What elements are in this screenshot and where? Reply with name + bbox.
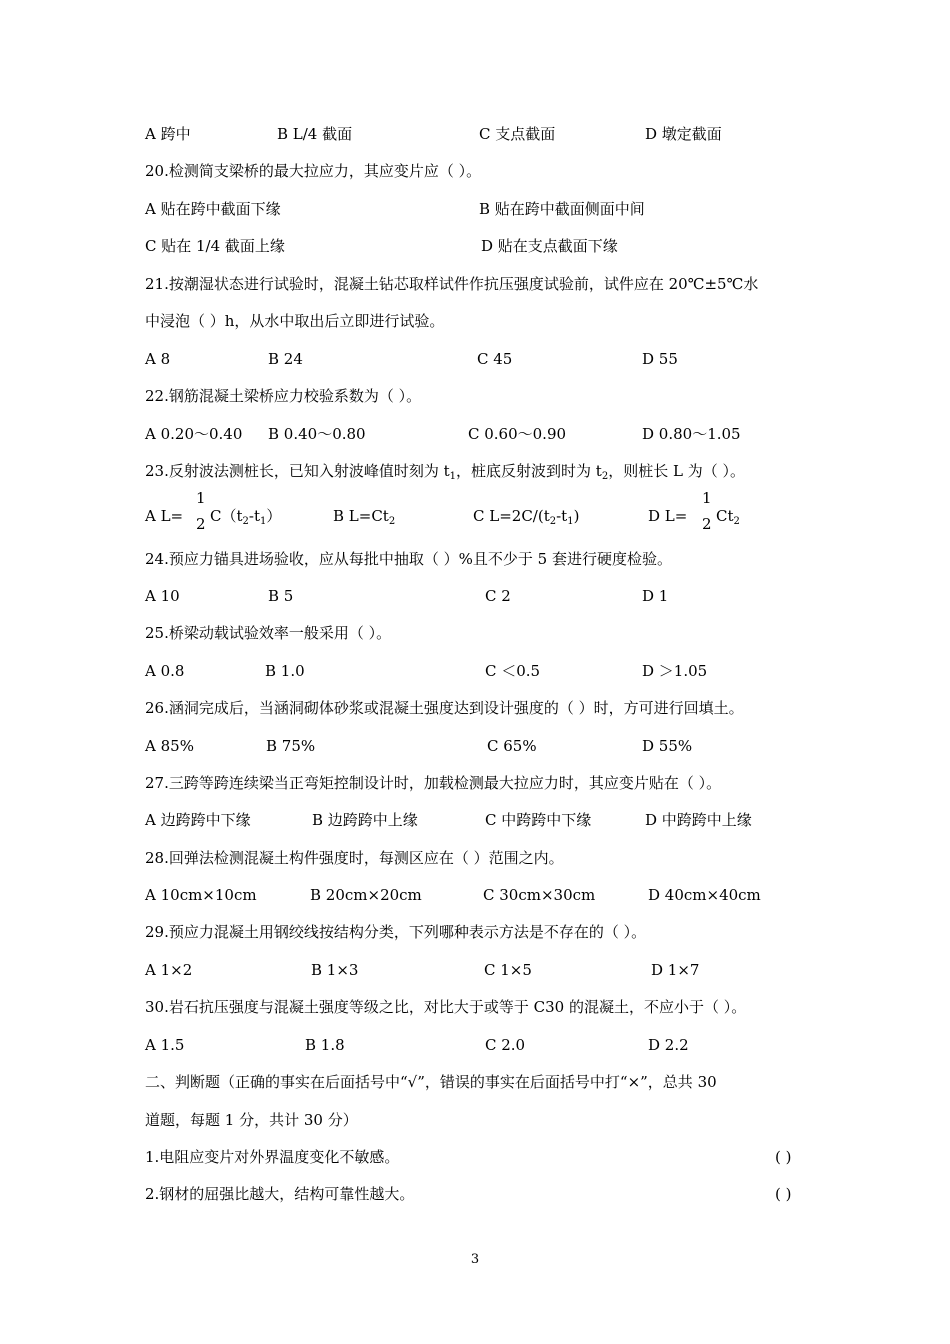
option-b: B 75% [266,737,316,755]
option-a: A 0.8 [145,662,185,680]
option-c: C 65% [487,737,537,755]
option-b: B $L=Ct_2$ [333,507,396,527]
question-stem: 26.涵洞完成后，当涵洞砌体砂浆或混凝土强度达到设计强度的（ ）时，方可进行回填土。 [145,699,744,717]
question-stem: 22.钢筋混凝土梁桥应力校验系数为（ ）。 [145,387,422,405]
option-a: A 0.20～0.40 [145,425,243,443]
question-stem: 24.预应力锚具进场验收，应从每批中抽取（ ）%且不少于 5 套进行硬度检验。 [145,550,672,568]
question-stem: 21.按潮湿状态进行试验时，混凝土钻芯取样试件作抗压强度试验前，试件应在 20℃±5℃水 [145,275,759,293]
option-b: B 0.40～0.80 [268,425,366,443]
option-b: B 5 [268,587,294,605]
option-a: A 1.5 [145,1036,185,1054]
option-c: C 45 [477,350,513,368]
option-b: B 20cm×20cm [310,886,422,904]
option-c: C 0.60～0.90 [468,425,567,443]
option-a: A 边跨跨中下缘 [145,811,251,829]
answer-blank: ( ) [775,1185,792,1203]
option-d: D 2.2 [648,1036,689,1054]
question-stem: 25.桥梁动载试验效率一般采用（ ）。 [145,624,392,642]
fraction-denominator: 2 [702,515,712,533]
option-c: C 中跨跨中下缘 [485,811,592,829]
option-c: C ＜0.5 [485,662,541,680]
option-c: C 1×5 [484,961,532,979]
option-d: D 55% [642,737,693,755]
question-stem: 23.反射波法测桩长，已知入射波峰值时刻为 $t_1$，桩底反射波到时为 $t_2$，则桩长 L 为（ ）。 [145,462,745,482]
page-number: 3 [470,1252,480,1267]
option-b: B 边跨跨中上缘 [312,811,418,829]
judgment-item: 2.钢材的屈强比越大，结构可靠性越大。 [145,1185,415,1203]
option-d: D 贴在支点截面下缘 [481,237,618,255]
option-d: D 1 [642,587,669,605]
option-d: D 55 [642,350,678,368]
option-a: A 8 [145,350,171,368]
option-a: A 跨中 [145,125,191,143]
option-b: B L/4 截面 [277,125,353,143]
option-c: C $L=2C/(t_2-t_1)$ [473,507,580,527]
fraction-numerator: 1 [702,489,712,507]
option-a: A 10cm×10cm [145,886,257,904]
option-a: A 贴在跨中截面下缘 [145,200,281,218]
option-c: C 30cm×30cm [483,886,596,904]
option-c: C 支点截面 [479,125,556,143]
question-stem: 20.检测简支梁桥的最大拉应力，其应变片应（ ）。 [145,162,482,180]
option-c: C 贴在 1/4 截面上缘 [145,237,285,255]
option-b: B 24 [268,350,303,368]
option-a: A 1×2 [145,961,193,979]
option-a: A 10 [145,587,180,605]
option-c: C 2 [485,587,511,605]
fraction-denominator: 2 [196,515,206,533]
question-stem: 30.岩石抗压强度与混凝土强度等级之比，对比大于或等于 C30 的混凝土，不应小于（ ）。 [145,998,747,1016]
option-d: D 1×7 [651,961,700,979]
option-c: C 2.0 [485,1036,526,1054]
section-heading: 二、判断题（正确的事实在后面括号中“√”，错误的事实在后面括号中打“×”，总共 30 [145,1073,717,1091]
question-stem-continued: 中浸泡（ ）h，从水中取出后立即进行试验。 [145,312,445,330]
option-d: D 0.80～1.05 [642,425,741,443]
option-d: D 40cm×40cm [648,886,761,904]
option-d: D 中跨跨中上缘 [645,811,752,829]
question-stem: 28.回弹法检测混凝土构件强度时，每测区应在（ ）范围之内。 [145,849,564,867]
option-d: D 墩定截面 [645,125,722,143]
option-b: B 1×3 [311,961,359,979]
option-b: B 1.8 [305,1036,345,1054]
fraction-numerator: 1 [196,489,206,507]
option-a: A 85% [145,737,194,755]
judgment-item: 1.电阻应变片对外界温度变化不敏感。 [145,1148,400,1166]
option-b: B 贴在跨中截面侧面中间 [479,200,645,218]
question-stem: 27.三跨等跨连续梁当正弯矩控制设计时，加载检测最大拉应力时，其应变片贴在（ ）。 [145,774,722,792]
question-stem: 29.预应力混凝土用钢绞线按结构分类，下列哪种表示方法是不存在的（ ）。 [145,923,647,941]
option-b: B 1.0 [265,662,305,680]
option-d: D ＞1.05 [642,662,708,680]
section-heading-continued: 道题，每题 1 分，共计 30 分） [145,1111,358,1129]
answer-blank: ( ) [775,1148,792,1166]
